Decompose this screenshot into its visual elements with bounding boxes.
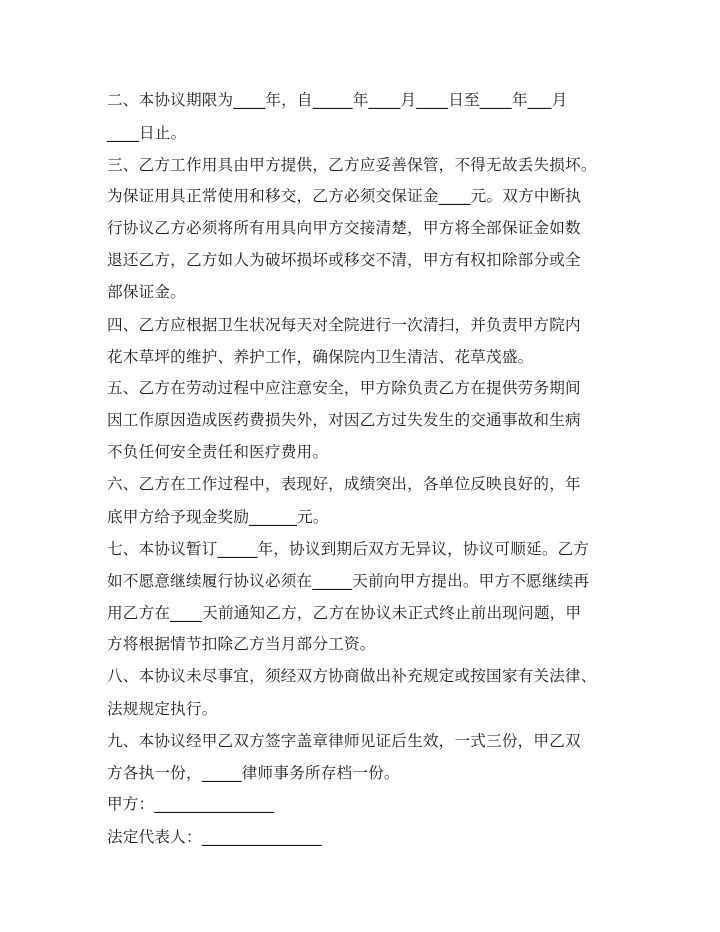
clause-4-line-2: 花木草坪的维护、养护工作，确保院内卫生清洁、花草茂盛。 (107, 348, 534, 366)
clause-9-line-1: 九、本协议经甲乙双方签字盖章律师见证后生效，一式三份，甲乙双 (107, 732, 581, 750)
clause-3-line-3: 行协议乙方必须将所有用具向甲方交接清楚，甲方将全部保证金如数 (107, 219, 581, 237)
clause-7-line-2: 如不愿意继续履行协议必须在_____天前向甲方提出。甲方不愿继续再 (107, 572, 590, 590)
party-a-signature-line: 甲方：_______________ (107, 795, 275, 813)
clause-7-line-4: 方将根据情节扣除乙方当月部分工资。 (107, 635, 376, 653)
clause-3-line-2: 为保证用具正常使用和移交，乙方必须交保证金____元。双方中断执 (107, 187, 582, 205)
clause-6-line-1: 六、乙方在工作过程中，表现好，成绩突出，各单位反映良好的，年 (107, 475, 581, 493)
clause-8-line-2: 法规规定执行。 (107, 700, 218, 718)
clause-2-line-1: 二、本协议期限为____年，自_____年____月____日至____年___月 (107, 91, 568, 109)
clause-7-line-1: 七、本协议暂订_____年，协议到期后双方无异议，协议可顺延。乙方 (107, 540, 590, 558)
clause-5-line-2: 因工作原因造成医药费损失外，对因乙方过失发生的交通事故和生病 (107, 411, 581, 429)
clause-2-line-2: ____日止。 (107, 124, 187, 142)
clause-7-line-3: 用乙方在____天前通知乙方，乙方在协议未正式终止前出现问题，甲 (107, 604, 582, 622)
clause-3-line-1: 三、乙方工作用具由甲方提供，乙方应妥善保管，不得无故丢失损坏。 (107, 156, 597, 174)
clause-8-line-1: 八、本协议未尽事宜，须经双方协商做出补充规定或按国家有关法律、 (107, 667, 597, 685)
clause-5-line-3: 不负任何安全责任和医疗费用。 (107, 443, 329, 461)
clause-6-line-2: 底甲方给予现金奖励______元。 (107, 508, 329, 526)
clause-3-line-5: 部保证金。 (107, 283, 186, 301)
clause-9-line-2: 方各执一份，_____律师事务所存档一份。 (107, 764, 400, 782)
clause-4-line-1: 四、乙方应根据卫生状况每天对全院进行一次清扫，并负责甲方院内 (107, 316, 581, 334)
clause-3-line-4: 退还乙方，乙方如人为破坏损坏或移交不清，甲方有权扣除部分或全 (107, 251, 581, 269)
legal-representative-signature-line: 法定代表人：_______________ (107, 828, 322, 846)
clause-5-line-1: 五、乙方在劳动过程中应注意安全，甲方除负责乙方在提供劳务期间 (107, 379, 581, 397)
